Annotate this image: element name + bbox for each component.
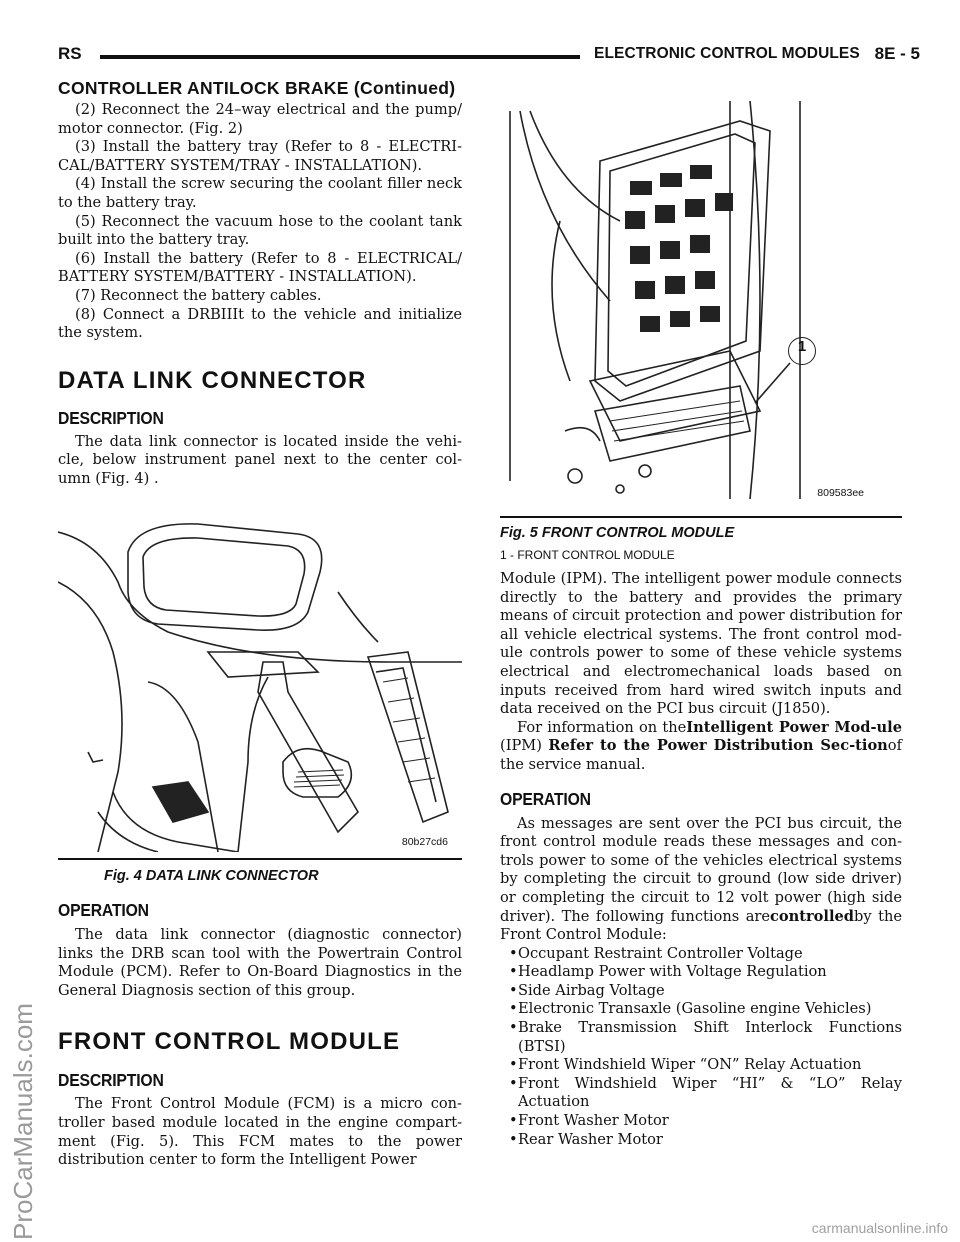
step-8: (8) Connect a DRBIIIt to the vehicle and initialize the system.: [58, 305, 462, 342]
footer-watermark: carmanualsonline.info: [811, 1220, 948, 1236]
fcm-description-heading: DESCRIPTION: [58, 1070, 164, 1091]
step-5: (5) Reconnect the vacuum hose to the coolant tank built into the battery tray.: [58, 212, 462, 249]
dlc-description-text: The data link connector is located inside the vehi-cle, below instrument panel next to the center col-umn (Fig. 4) .: [58, 432, 462, 487]
fcm-operation-text: As messages are sent over the PCI bus circuit, the front control module reads these messages and con-trols power to some of the vehicles electrical systems by completing the circuit to ground (low side driver) or completing the circuit to 12 volt power (high side driver). The following functions arecontrolledby the Front Control Module:: [500, 814, 902, 944]
bullet-item: • Front Washer Motor: [500, 1112, 902, 1131]
fig5-drawing: [500, 101, 902, 499]
fcm-operation-heading: OPERATION: [500, 788, 591, 809]
fig5-illustration: [500, 101, 902, 499]
fcm-reference: For information on theIntelligent Power Mod-ule (IPM) Refer to the Power Distribution Sec-tionof the service manual.: [500, 718, 902, 773]
header-rule: [100, 55, 580, 59]
right-column: [500, 570, 902, 1149]
step-2: (2) Reconnect the 24–way electrical and the pump/ motor connector. (Fig. 2): [58, 101, 462, 137]
dlc-heading: DATA LINK CONNECTOR: [58, 366, 367, 394]
fig4-illustration: [58, 512, 462, 852]
page-number: 8E - 5: [874, 44, 920, 63]
fig4-code: 80b27cd6: [401, 836, 448, 848]
bullet-item: • Side Airbag Voltage: [500, 982, 902, 1001]
bullet-item: • Front Windshield Wiper “HI” & “LO” Relay Actuation: [500, 1075, 902, 1112]
fig5-caption-rule: [500, 516, 902, 518]
fig5-code: 809583ee: [817, 487, 864, 499]
fig5-callout: 1: [788, 337, 816, 365]
dlc-operation-heading: OPERATION: [58, 900, 149, 920]
fcm-heading: FRONT CONTROL MODULE: [58, 1028, 401, 1056]
bullet-item: • Headlamp Power with Voltage Regulation: [500, 963, 902, 982]
dlc-description-heading: DESCRIPTION: [58, 407, 164, 428]
left-column: [58, 101, 462, 489]
fig4-caption-rule: [58, 858, 462, 860]
dlc-operation-text: The data link connector (diagnostic connector) links the DRB scan tool with the Powertrain Control Module (PCM). Refer to On-Board Diagnostics in the General Diagnosis section of this group.: [58, 926, 462, 999]
fig5-legend: 1 - FRONT CONTROL MODULE: [500, 548, 675, 562]
header-title: ELECTRONIC CONTROL MODULES: [594, 45, 860, 62]
watermark-text: ProCarManuals.com: [8, 1003, 38, 1240]
page-header: [58, 44, 920, 68]
step-7: (7) Reconnect the battery cables.: [75, 286, 322, 304]
fig4-caption: Fig. 4 DATA LINK CONNECTOR: [104, 868, 319, 884]
step-4: (4) Install the screw securing the coolant filler neck to the battery tray.: [58, 175, 462, 211]
step-6: (6) Install the battery (Refer to 8 - ELECTRICAL/ BATTERY SYSTEM/BATTERY - INSTALLATION).: [58, 249, 462, 286]
bullet-item: • Electronic Transaxle (Gasoline engine Vehicles): [500, 1000, 902, 1019]
left-column-lower: [58, 900, 462, 1170]
fig4-drawing: [58, 512, 462, 852]
fig5-caption: Fig. 5 FRONT CONTROL MODULE: [500, 525, 735, 541]
bullet-item: • Rear Washer Motor: [500, 1131, 902, 1150]
bullet-item: • Brake Transmission Shift Interlock Functions (BTSI): [500, 1019, 902, 1056]
continued-heading: CONTROLLER ANTILOCK BRAKE (Continued): [58, 78, 456, 98]
fcm-description-text: The Front Control Module (FCM) is a micro con-troller based module located in the engine compart-ment (Fig. 5). This FCM mates to the power distribution center to form the Intelligent Power: [58, 1095, 462, 1169]
bullet-item: • Occupant Restraint Controller Voltage: [500, 945, 902, 964]
fcm-continued-text: Module (IPM). The intelligent power module connects directly to the battery and provides the primary means of circuit protection and power distribution for all vehicle electrical systems. The front control mod-ule controls power to some of these vehicle systems electrical and electromechanical loads based on inputs received from hard wired switch inputs and data received on the PCI bus circuit (J1850).: [500, 570, 902, 718]
step-3: (3) Install the battery tray (Refer to 8 - ELECTRI-CAL/BATTERY SYSTEM/TRAY - INSTALLATION).: [58, 138, 462, 174]
header-section-code: RS: [58, 44, 82, 63]
bullet-item: • Front Windshield Wiper “ON” Relay Actuation: [500, 1056, 902, 1075]
